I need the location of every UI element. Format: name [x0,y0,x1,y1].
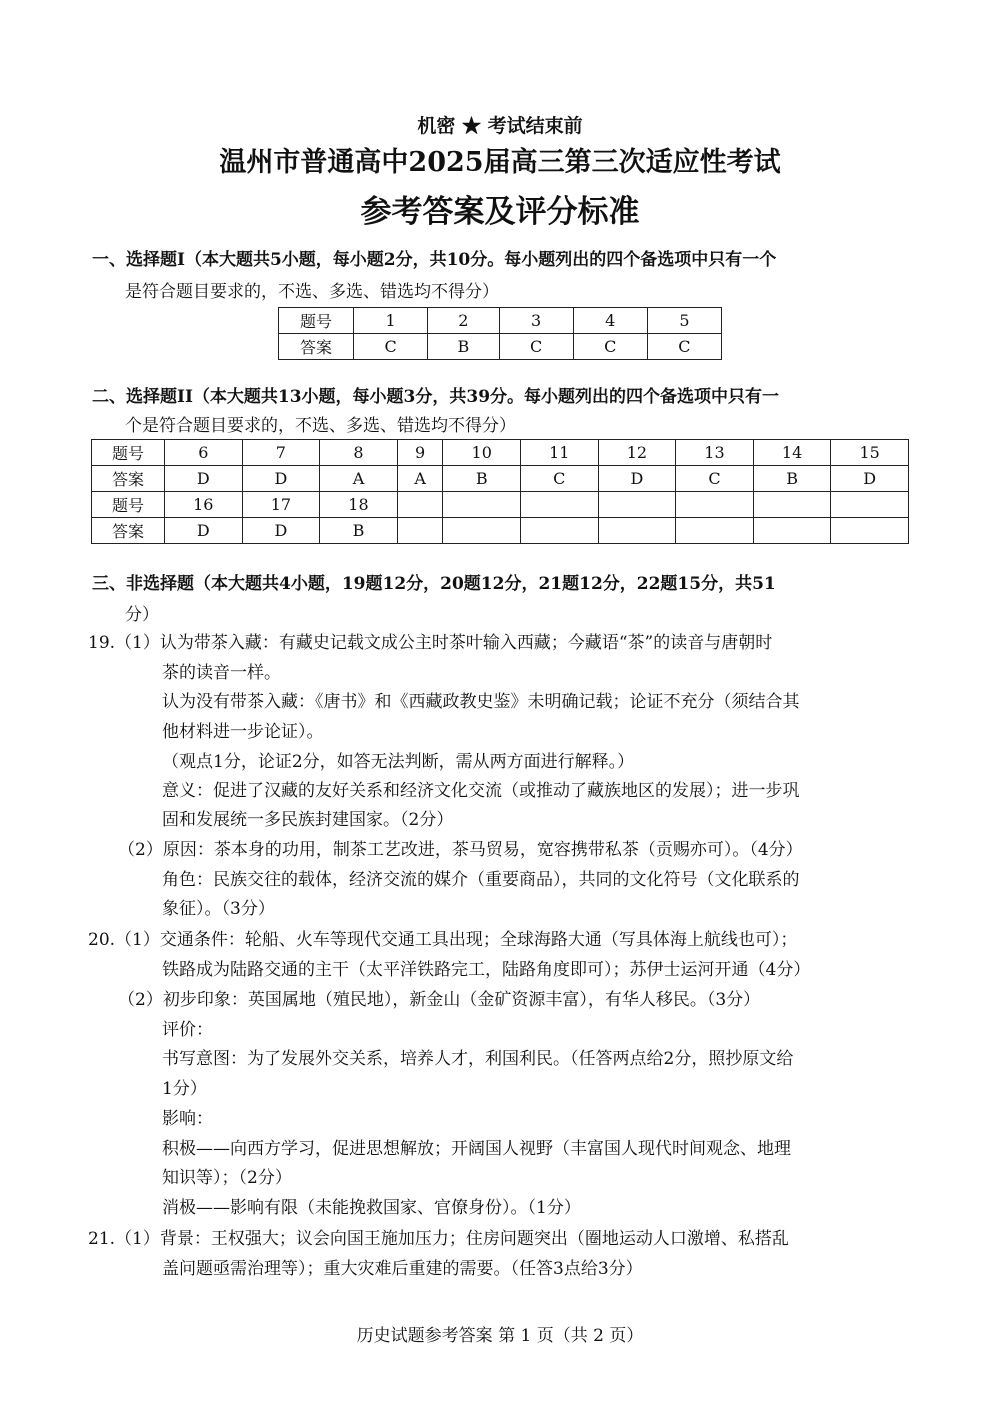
answer-text-line: （观点1分，论证2分，如答无法判断，需从两方面进行解释。） [162,752,635,772]
answer-text-line: 积极——向西方学习，促进思想解放；开阔国人视野（丰富国人现代时间观念、地理 [162,1139,791,1159]
table-cell [676,518,754,544]
table-cell [443,492,521,518]
answer-text-line: （2）初步印象：英国属地（殖民地），新金山（金矿资源丰富），有华人移民。（3分） [118,990,761,1010]
section2-heading-line2: 个是符合题目要求的，不选、多选、错选均不得分） [125,416,516,436]
table-cell: C [573,334,647,360]
table-cell [397,492,443,518]
table-cell: 2 [428,308,499,334]
answer-text-line: 20.（1）交通条件：轮船、火车等现代交通工具出现；全球海路大通（写具体海上航线也可）； [88,930,798,950]
table-cell: 13 [676,440,754,466]
table-cell: A [320,466,398,492]
table-cell: 答案 [92,518,165,544]
table-cell: D [165,466,243,492]
page-footer: 历史试题参考答案 第 1 页（共 2 页） [356,1326,644,1346]
table-cell: 答案 [279,334,354,360]
table-cell: 答案 [92,466,165,492]
table-cell: C [499,334,573,360]
answer-text-line: 他材料进一步论证）。 [162,722,324,742]
table-cell [831,518,909,544]
table-cell: D [242,466,320,492]
answer-text-line: 意义：促进了汉藏的友好关系和经济文化交流（或推动了藏族地区的发展）；进一步巩 [162,781,800,801]
table-cell [521,518,599,544]
table-cell: C [521,466,599,492]
section1-heading-line2: 是符合题目要求的，不选、多选、错选均不得分） [125,282,499,302]
table-row [92,440,909,466]
confidential-label: 机密 ★ 考试结束前 [417,115,583,137]
answer-text-line: 影响： [162,1109,213,1129]
table-cell: B [443,466,521,492]
answer-table-1 [278,307,722,360]
table-cell: 8 [320,440,398,466]
table-cell: 6 [165,440,243,466]
answer-text-line: 1分） [162,1079,207,1099]
answer-text-line: 角色：民族交往的载体，经济交流的媒介（重要商品），共同的文化符号（文化联系的 [162,870,800,890]
answer-text-line: 书写意图：为了发展外交关系，培养人才，利国利民。（任答两点给2分，照抄原文给 [162,1049,794,1069]
table-cell: A [397,466,443,492]
table-cell: D [831,466,909,492]
table-cell: 12 [598,440,676,466]
table-cell [753,518,831,544]
table-cell: C [647,334,721,360]
table-cell: D [598,466,676,492]
table-cell: 16 [165,492,243,518]
table-cell [521,492,599,518]
table-cell [753,492,831,518]
table-cell: 4 [573,308,647,334]
table-cell: C [354,334,428,360]
section1-heading-line1: 一、选择题I（本大题共5小题，每小题2分，共10分。每小题列出的四个备选项中只有一个 [92,250,777,270]
table-cell: 18 [320,492,398,518]
table-cell: 题号 [279,308,354,334]
table-cell [397,518,443,544]
table-cell: D [165,518,243,544]
exam-title: 温州市普通高中2025届高三第三次适应性考试 [219,147,781,178]
section3-heading-line2: 分） [125,605,159,625]
answer-text-line: 评价： [162,1020,213,1040]
table-cell: 1 [354,308,428,334]
table-row [279,334,722,360]
table-cell: 10 [443,440,521,466]
answer-text-line: 茶的读音一样。 [162,663,281,683]
table-cell: 题号 [92,492,165,518]
answer-text-line: 象征）。（3分） [162,899,275,919]
section3-heading-line1: 三、非选择题（本大题共4小题，19题12分，20题12分，21题12分，22题15分，共51 [92,574,776,594]
answer-text-line: 19.（1）认为带茶入藏：有藏史记载文成公主时茶叶输入西藏；今藏语“茶”的读音与唐朝时 [88,633,773,653]
table-cell: 5 [647,308,721,334]
table-cell: B [320,518,398,544]
answer-text-line: 消极——影响有限（未能挽救国家、官僚身份）。（1分） [162,1198,581,1218]
table-cell [676,492,754,518]
table-cell: 7 [242,440,320,466]
answer-text-line: 认为没有带茶入藏：《唐书》和《西藏政教史鉴》未明确记载；论证不充分（须结合其 [162,692,800,712]
table-row [92,466,909,492]
answer-table-2 [91,439,909,544]
answer-text-line: 铁路成为陆路交通的主干（太平洋铁路完工，陆路角度即可）；苏伊士运河开通（4分） [162,960,811,980]
table-cell: 17 [242,492,320,518]
table-row [92,492,909,518]
table-cell [831,492,909,518]
answer-text-line: （2）原因：茶本身的功用，制茶工艺改进，茶马贸易，宽容携带私茶（贡赐亦可）。（4分） [118,840,803,860]
table-row [279,308,722,334]
answer-text-line: 固和发展统一多民族封建国家。（2分） [162,810,454,830]
page-title: 参考答案及评分标准 [360,194,640,230]
table-cell: 题号 [92,440,165,466]
table-cell: B [753,466,831,492]
answer-text-line: 盖问题亟需治理等）；重大灾难后重建的需要。（任答3点给3分） [162,1259,643,1279]
table-cell: 3 [499,308,573,334]
table-cell [443,518,521,544]
answer-text-line: 21.（1）背景：王权强大；议会向国王施加压力；住房问题突出（圈地运动人口激增、私搭乱 [88,1229,789,1249]
table-cell [598,492,676,518]
section2-heading-line1: 二、选择题II（本大题共13小题，每小题3分，共39分。每小题列出的四个备选项中只有一 [92,387,780,407]
table-cell: 11 [521,440,599,466]
table-cell [598,518,676,544]
table-cell: 9 [397,440,443,466]
table-cell: 14 [753,440,831,466]
table-cell: D [242,518,320,544]
table-cell: C [676,466,754,492]
table-cell: 15 [831,440,909,466]
table-row [92,518,909,544]
answer-text-line: 知识等）；（2分） [162,1168,292,1188]
table-cell: B [428,334,499,360]
